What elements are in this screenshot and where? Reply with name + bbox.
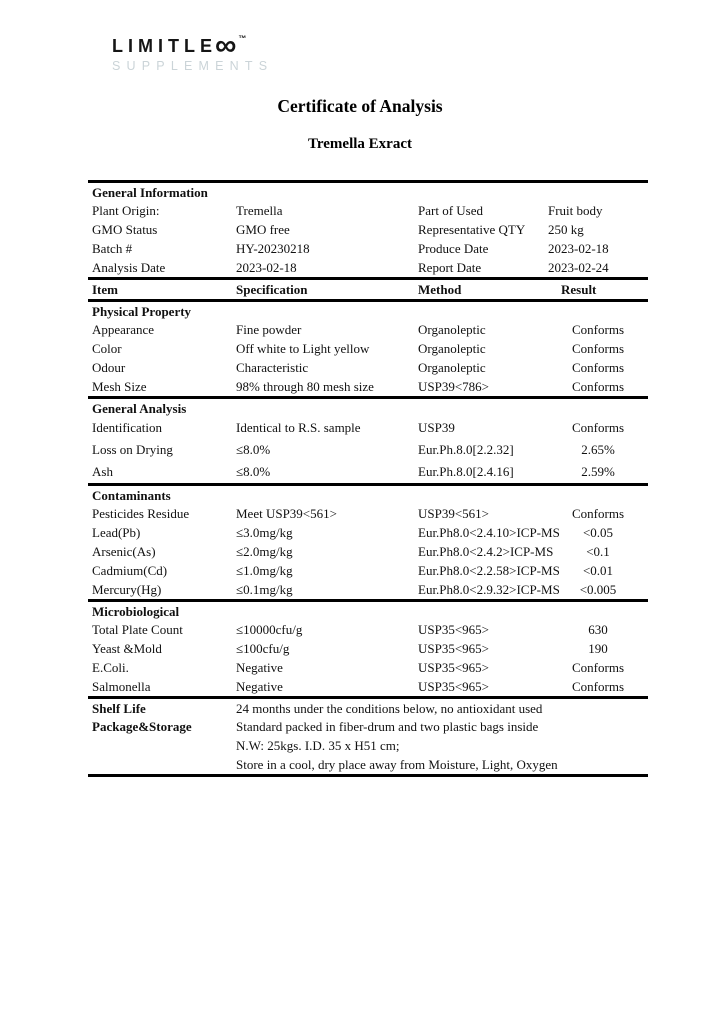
general-info-row <box>88 201 648 220</box>
shelf-life-text: 24 months under the conditions below, no antioxidant used <box>236 701 543 716</box>
certificate-table <box>88 180 648 777</box>
specification-cell: Identical to R.S. sample <box>236 420 361 435</box>
item-cell: Total Plate Count <box>92 622 183 637</box>
general-info-rows <box>88 201 648 277</box>
result-cell: Conforms <box>572 420 624 435</box>
section-title-physical-property: Physical Property <box>92 304 192 319</box>
result-cell: Conforms <box>572 341 624 356</box>
shelf-life-row <box>88 699 648 717</box>
shelf-life-label: Shelf Life <box>92 701 146 716</box>
specification-cell: ≤2.0mg/kg <box>236 544 293 559</box>
table-row <box>88 561 648 580</box>
trademark-symbol: ™ <box>238 34 247 43</box>
info-label-cell: Report Date <box>418 260 482 275</box>
specification-cell: Negative <box>236 660 283 675</box>
method-cell: Eur.Ph.8.0[2.2.32] <box>418 442 514 457</box>
result-cell: Conforms <box>572 660 624 675</box>
item-cell: Loss on Drying <box>92 442 173 457</box>
specification-cell: ≤100cfu/g <box>236 641 290 656</box>
info-value-cell: 2023-02-18 <box>236 260 297 275</box>
item-cell: Salmonella <box>92 679 151 694</box>
table-row <box>88 542 648 561</box>
item-cell: Mesh Size <box>92 379 147 394</box>
logo-brand-line <box>112 29 273 62</box>
table-row <box>88 620 648 639</box>
info-value-cell: 2023-02-24 <box>548 260 609 275</box>
logo-brand-text: LIMITLE <box>112 35 217 56</box>
info-label-cell: GMO Status <box>92 222 158 237</box>
specification-cell: ≤1.0mg/kg <box>236 563 293 578</box>
info-value-cell: HY-20230218 <box>236 241 310 256</box>
general-info-title: General Information <box>92 185 208 200</box>
method-cell: Eur.Ph.8.0[2.4.16] <box>418 464 514 479</box>
table-row <box>88 339 648 358</box>
table-row <box>88 580 648 599</box>
method-cell: Eur.Ph8.0<2.4.2>ICP-MS <box>418 544 554 559</box>
info-value-cell: Tremella <box>236 203 283 218</box>
info-label-cell: Part of Used <box>418 203 483 218</box>
item-cell: Yeast &Mold <box>92 641 162 656</box>
table-row <box>88 639 648 658</box>
info-label-cell: Representative QTY <box>418 222 526 237</box>
package-storage-label-spacer <box>88 755 236 774</box>
info-value-cell: GMO free <box>236 222 290 237</box>
info-label-cell: Plant Origin: <box>92 203 160 218</box>
specification-cell: ≤0.1mg/kg <box>236 582 293 597</box>
item-cell: Odour <box>92 360 126 375</box>
info-label-cell: Produce Date <box>418 241 489 256</box>
method-cell: Organoleptic <box>418 322 486 337</box>
result-cell: Conforms <box>572 679 624 694</box>
table-row <box>88 417 648 439</box>
package-storage-line: N.W: 25kgs. I.D. 35 x H51 cm; <box>236 738 400 753</box>
item-cell: Lead(Pb) <box>92 525 141 540</box>
package-storage-row <box>88 717 648 736</box>
specification-cell: ≤10000cfu/g <box>236 622 303 637</box>
result-cell: 2.65% <box>581 442 615 457</box>
method-cell: Eur.Ph8.0<2.4.10>ICP-MS <box>418 525 560 540</box>
specification-cell: 98% through 80 mesh size <box>236 379 374 394</box>
item-cell: Identification <box>92 420 163 435</box>
header-item: Item <box>92 282 118 297</box>
result-cell: 190 <box>588 641 608 656</box>
item-cell: Ash <box>92 464 113 479</box>
table-row <box>88 504 648 523</box>
general-info-row <box>88 220 648 239</box>
package-storage-line: Standard packed in fiber-drum and two plastic bags inside <box>236 719 539 734</box>
table-row <box>88 677 648 696</box>
result-cell: <0.05 <box>582 525 614 540</box>
specification-cell: ≤8.0% <box>236 442 271 457</box>
result-cell: Conforms <box>572 322 624 337</box>
logo-subtitle: SUPPLEMENTS <box>112 59 274 73</box>
section-title-contaminants: Contaminants <box>92 488 171 503</box>
spec-sections <box>88 302 648 699</box>
bottom-rule <box>88 774 648 777</box>
item-cell: Appearance <box>92 322 155 337</box>
method-cell: Organoleptic <box>418 360 486 375</box>
info-value-cell: Fruit body <box>548 203 603 218</box>
header-method: Method <box>418 282 462 297</box>
page-title: Certificate of Analysis <box>277 96 443 116</box>
result-cell: Conforms <box>572 379 624 394</box>
package-storage-label-spacer <box>88 736 236 755</box>
general-info-row <box>88 239 648 258</box>
package-storage-row <box>88 736 648 755</box>
table-row <box>88 358 648 377</box>
method-cell: USP35<965> <box>418 622 490 637</box>
result-cell: 2.59% <box>581 464 615 479</box>
table-row <box>88 439 648 461</box>
header-specification: Specification <box>236 282 308 297</box>
result-cell: <0.005 <box>579 582 617 597</box>
section-title-microbiological: Microbiological <box>92 604 180 619</box>
table-row <box>88 658 648 677</box>
specification-cell: Negative <box>236 679 283 694</box>
result-cell: <0.01 <box>582 563 614 578</box>
item-cell: Cadmium(Cd) <box>92 563 168 578</box>
method-cell: USP35<965> <box>418 679 490 694</box>
item-cell: Mercury(Hg) <box>92 582 162 597</box>
method-cell: USP39<786> <box>418 379 490 394</box>
table-row <box>88 523 648 542</box>
package-storage-row <box>88 755 648 774</box>
info-label-cell: Analysis Date <box>92 260 166 275</box>
header-result: Result <box>561 282 597 297</box>
result-cell: Conforms <box>572 360 624 375</box>
item-cell: Pesticides Residue <box>92 506 190 521</box>
table-row <box>88 377 648 396</box>
method-cell: Eur.Ph8.0<2.9.32>ICP-MS <box>418 582 560 597</box>
method-cell: USP35<965> <box>418 660 490 675</box>
specification-cell: Characteristic <box>236 360 309 375</box>
method-cell: USP39 <box>418 420 455 435</box>
limitless-logo <box>112 29 274 73</box>
package-storage-line: Store in a cool, dry place away from Moisture, Light, Oxygen <box>236 757 558 772</box>
product-name: Tremella Exract <box>308 136 412 152</box>
specification-cell: ≤3.0mg/kg <box>236 525 293 540</box>
method-cell: Eur.Ph8.0<2.2.58>ICP-MS <box>418 563 560 578</box>
method-cell: Organoleptic <box>418 341 486 356</box>
table-row <box>88 461 648 483</box>
result-cell: 630 <box>588 622 608 637</box>
result-cell: Conforms <box>572 506 624 521</box>
package-storage-label: Package&Storage <box>92 719 192 734</box>
info-value-cell: 2023-02-18 <box>548 241 609 256</box>
method-cell: USP35<965> <box>418 641 490 656</box>
method-cell: USP39<561> <box>418 506 490 521</box>
general-info-row <box>88 258 648 277</box>
specification-cell: Fine powder <box>236 322 302 337</box>
info-label-cell: Batch # <box>92 241 133 256</box>
item-cell: Color <box>92 341 122 356</box>
item-cell: E.Coli. <box>92 660 129 675</box>
table-row <box>88 320 648 339</box>
result-cell: <0.1 <box>586 544 610 559</box>
section-title-general-analysis: General Analysis <box>92 401 187 416</box>
specification-cell: Off white to Light yellow <box>236 341 370 356</box>
info-value-cell: 250 kg <box>548 222 584 237</box>
infinity-icon: ∞ <box>215 29 237 62</box>
specification-cell: ≤8.0% <box>236 464 271 479</box>
specification-cell: Meet USP39<561> <box>236 506 337 521</box>
spec-table-header-row <box>88 280 648 299</box>
item-cell: Arsenic(As) <box>92 544 156 559</box>
